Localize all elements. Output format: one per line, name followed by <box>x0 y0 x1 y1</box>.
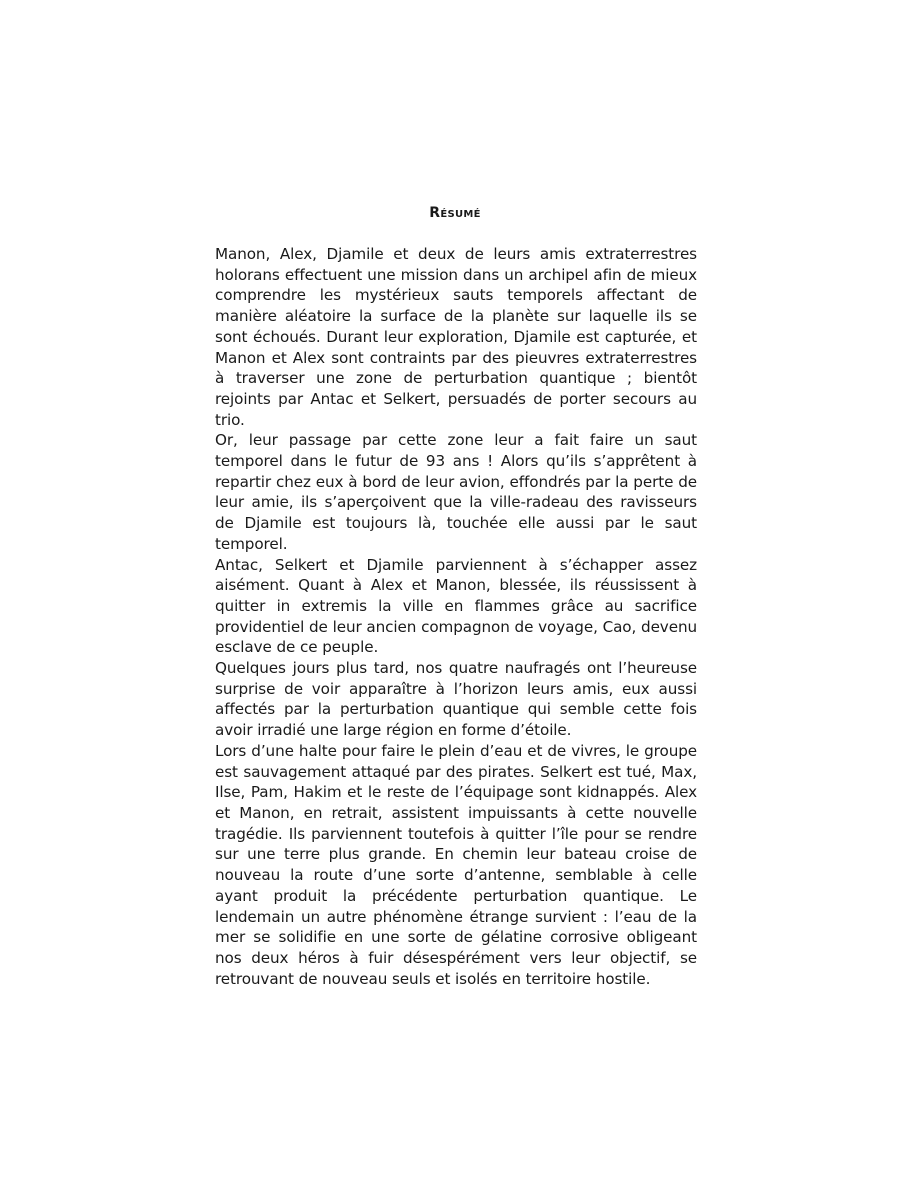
paragraph-3: Antac, Selkert et Djamile parviennent à s’échapper assez aisément. Quant à Alex et Manon, blessée, ils réussissent à quitter in extremis la ville en flammes grâce au sacrifice providentiel de leur ancien compagnon de voyage, Cao, devenu esclave de ce peuple. <box>215 555 697 657</box>
paragraph-1: Manon, Alex, Djamile et deux de leurs amis extraterrestres holorans effectuent une mission dans un archipel afin de mieux comprendre les mystérieux sauts temporels affectant de manière aléatoire la surface de la planète sur laquelle ils se sont échoués. Durant leur exploration, Djamile est capturée, et Manon et Alex sont contraints par des pieuvres extraterrestres à traverser une zone de perturbation quantique ; bientôt rejoints par Antac et Selkert, persuadés de porter secours au trio. <box>215 245 697 429</box>
paragraph-5: Lors d’une halte pour faire le plein d’eau et de vivres, le groupe est sauvagement attaqué par des pirates. Selkert est tué, Max, Ilse, Pam, Hakim et le reste de l’équipage sont kidnappés. Alex et Manon, en retrait, assistent impuissants à cette nouvelle tragédie. Ils parviennent toutefois à quitter l’île pour se rendre sur une terre plus grande. En chemin leur bateau croise de nouveau la route d’une sorte d’antenne, semblable à celle ayant produit la précédente perturbation quantique. Le lendemain un autre phénomène étrange survient : l’eau de la mer se solidifie en une sorte de gélatine corrosive obligeant nos deux héros à fuir désespérément vers leur objectif, se retrouvant de nouveau seuls et isolés en territoire hostile. <box>215 741 697 988</box>
paragraph-4: Quelques jours plus tard, nos quatre naufragés ont l’heureuse surprise de voir apparaître à l’horizon leurs amis, eux aussi affectés par la perturbation quantique qui semble cette fois avoir irradié une large région en forme d’étoile. <box>215 659 697 740</box>
page-title: Résumé <box>429 205 481 221</box>
paragraph-2: Or, leur passage par cette zone leur a fait faire un saut temporel dans le futur de 93 ans ! Alors qu’ils s’apprêtent à repartir chez eux à bord de leur avion, effondrés par la perte de leur amie, ils s’aperçoivent que la ville-radeau des ravisseurs de Djamile est toujours là, touchée elle aussi par le saut temporel. <box>215 431 697 553</box>
summary-body <box>215 244 697 989</box>
